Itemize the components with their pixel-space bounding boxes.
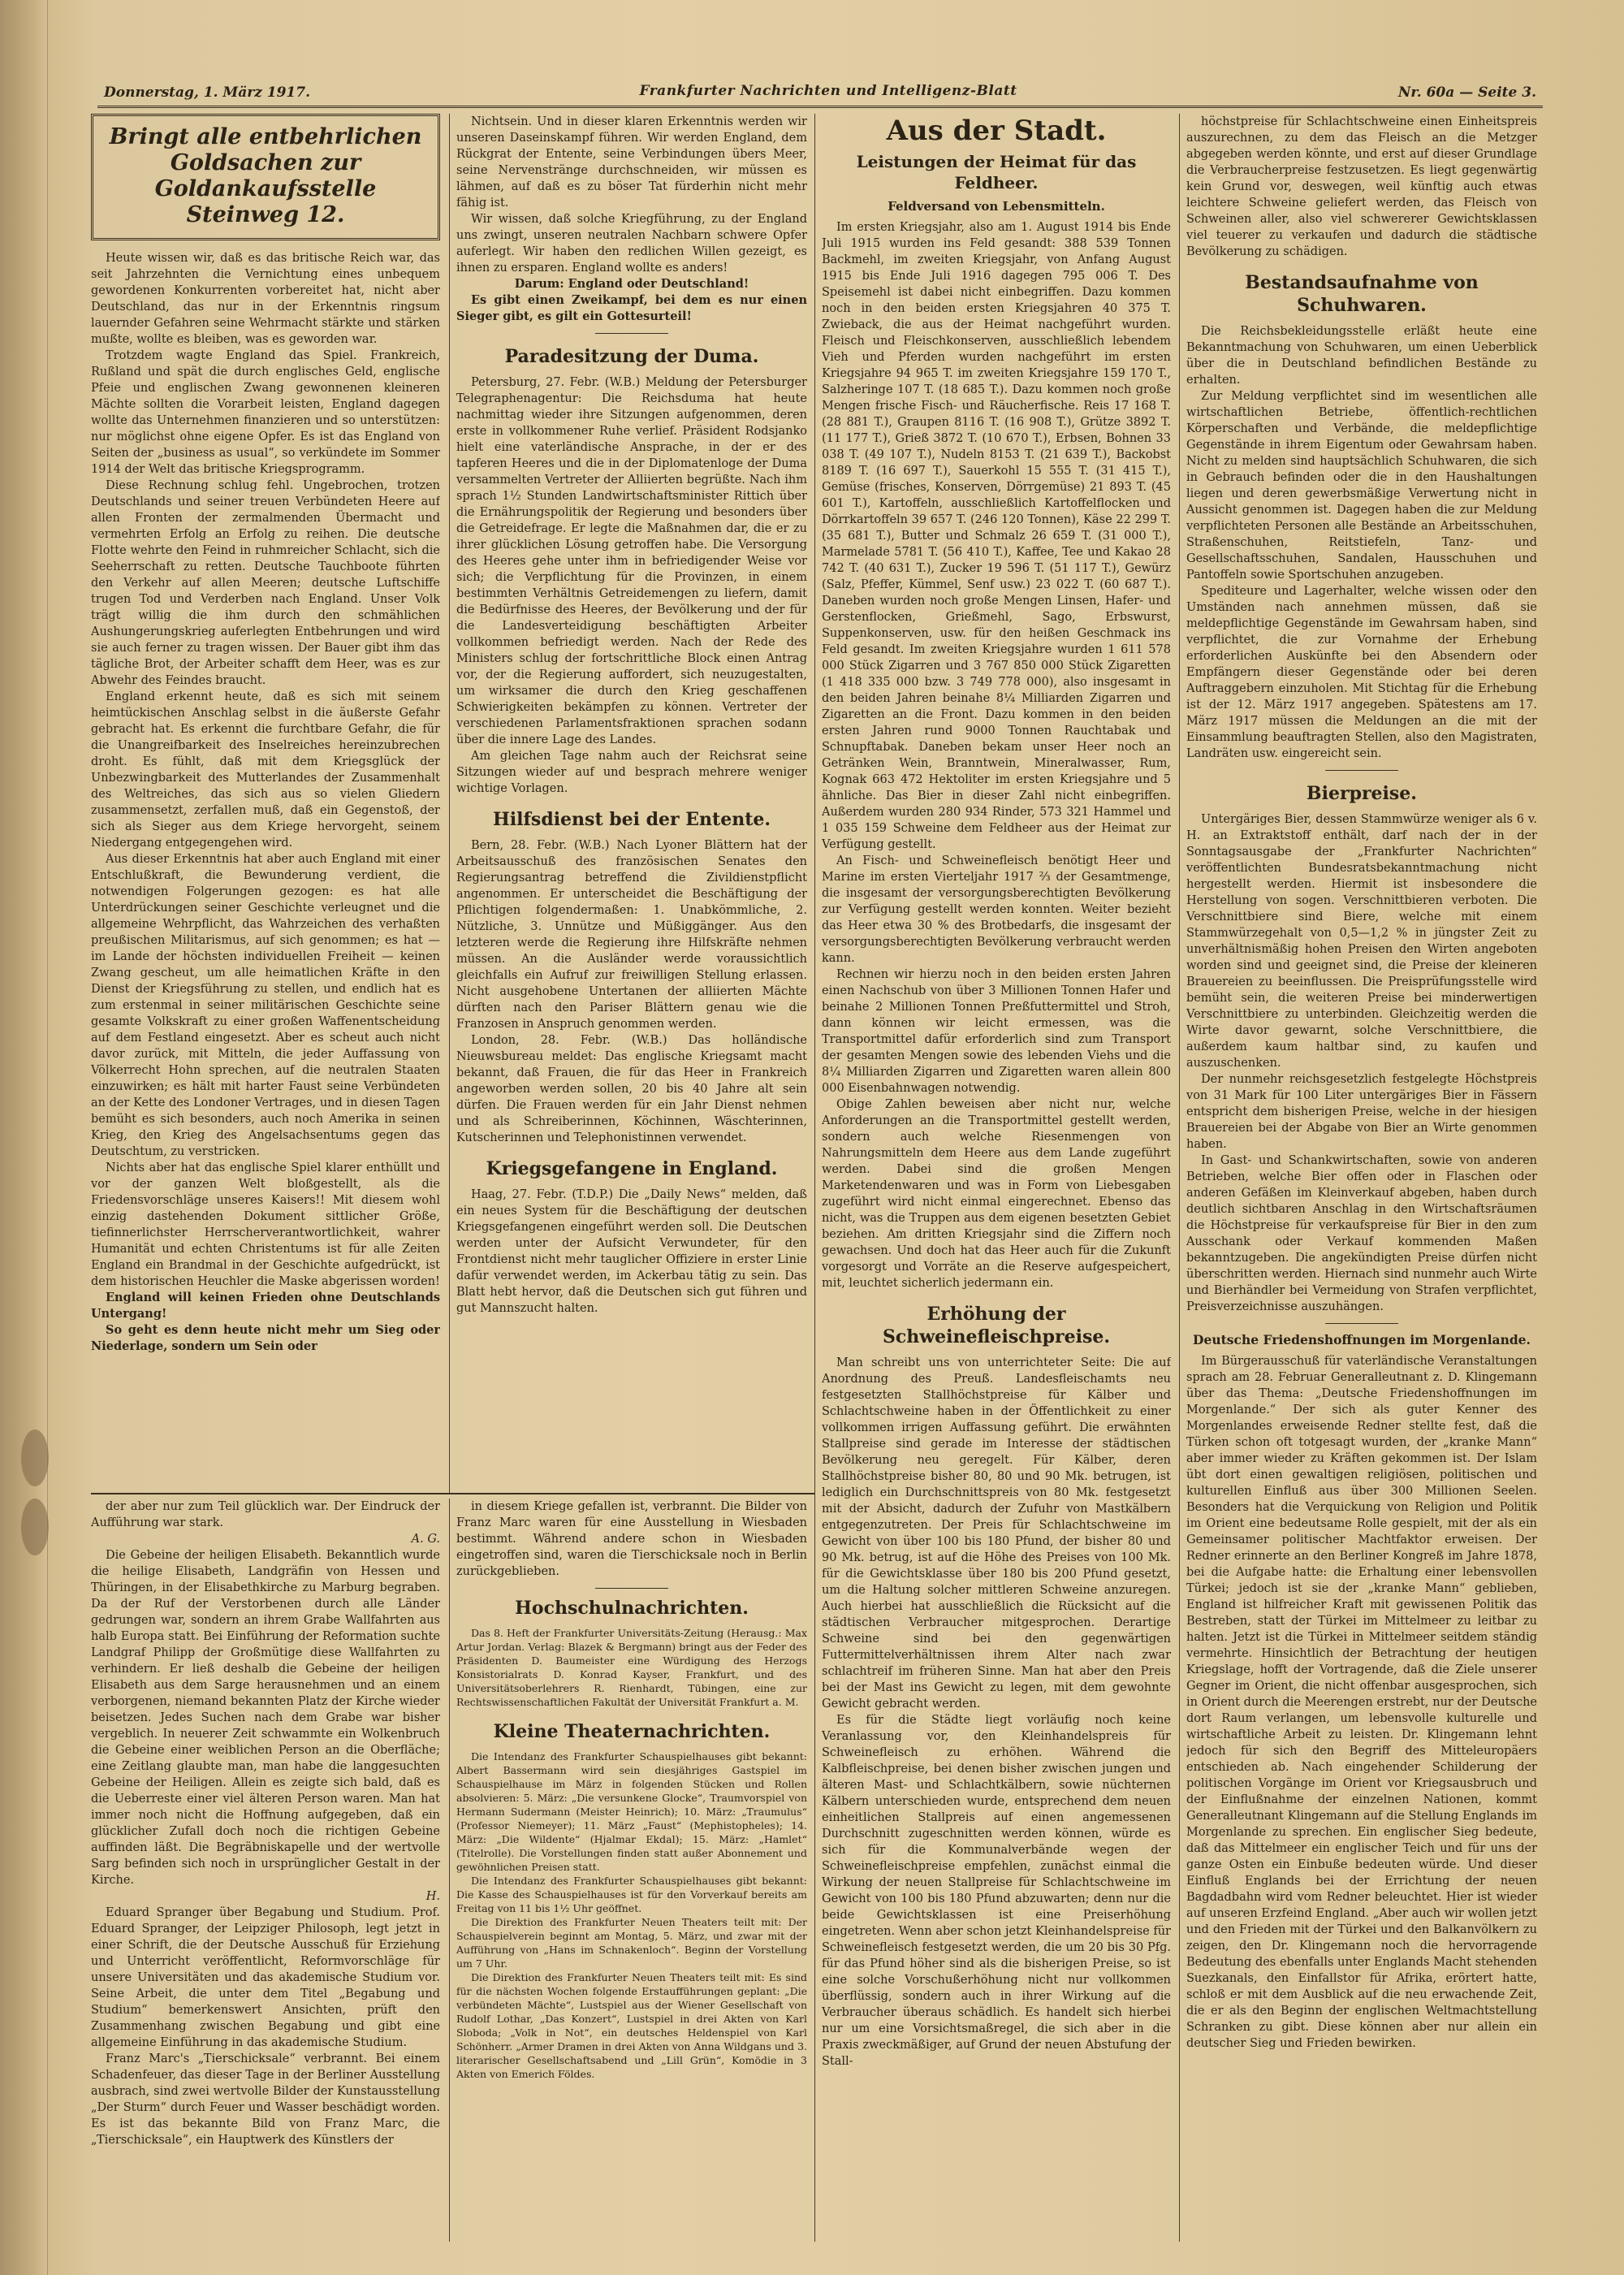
article-paragraph: London, 28. Febr. (W.B.) Das holländische Nieuwsbureau meldet: Das englische Kriegsamt macht bekannt, daß Frauen, die für das Heer in Frankreich angeworben werden sollen, 20 bis 40 Jahre alt sein dürfen. Die Frauen werden für ein Jahr Dienst nehmen und als Schreiberinnen, Köchinnen, Wäschterinnen, Kutscherinnen und Telephonistinnen verwendet.: [456, 1034, 807, 1144]
article-paragraph: Eduard Spranger über Begabung und Studium. Prof. Eduard Spranger, der Leipziger Philosoph, legt jetzt in einer Schrift, die der Deutsche Ausschuß für Erziehung und Unterricht veröffentlicht, Reformvorschläge für unsere Universitäten und das akademische Studium vor. Seine Arbeit, die unter dem Titel „Begabung und Studium“ bemerkenswert Ansichten, prüft den Zusammenhang zwischen Begabung und gibt eine allgemeine Einführung in das akademische Studium.: [91, 1906, 440, 2049]
article-paragraph: Im ersten Kriegsjahr, also am 1. August 1914 bis Ende Juli 1915 wurden ins Feld gesandt: 388 539 Tonnen Backmehl, im zweiten Kriegsjahr, von Anfang August 1915 bis Ende Juli 1916 dagegen 795 006 T. Des Speisemehl ist dabei nicht einbegriffen. Dazu kommen noch in den beiden ersten Kriegsjahren 40 375 T. Zwieback, die aus der Heimat nachgeführt wurden. Fleisch und Fleischkonserven, ausschließlich lebendem Vieh und Pferden wurden nachgeführt im ersten Kriegsjahre 94 965 T. im zweiten Kriegsjahre 159 170 T., Salzheringe 107 T. (18 685 T.). Dazu kommen noch große Mengen frische Fisch- und Räucherfische. Reis 17 168 T. (28 881 T.), Graupen 8116 T. (16 908 T.), Grütze 3892 T. (11 177 T.), Grieß 3872 T. (10 670 T.), Erbsen, Bohnen 33 038 T. (49 107 T.), Nudeln 8153 T. (21 639 T.), Backobst 8189 T. (16 697 T.), Sauerkohl 15 555 T. (31 415 T.), Gemüse (frisches, Konserven, Dörrgemüse) 21 893 T. (45 601 T.), Kartoffeln, ausschließlich Kartoffelflocken und Dörrkartoffeln 39 657 T. (246 120 Tonnen), Käse 22 299 T. (35 681 T.), Butter und Schmalz 26 659 T. (31 000 T.), Marmelade 5781 T. (56 410 T.), Kaffee, Tee und Kakao 28 742 T. (40 631 T.), Zucker 19 596 T. (51 117 T.), Gewürz (Salz, Pfeffer, Kümmel, Senf usw.) 23 022 T. (60 687 T.). Daneben wurden noch große Mengen Linsen, Hafer- und Gerstenflocken, Grießmehl, Sago, Erbswurst, Suppenkonserven, usw. für den heißen Geschmack ins Feld gesandt. Im zweiten Kriegsjahre wurden 1 611 578 000 Stück Zigarren und 3 767 850 000 Stück Zigaretten (1 418 335 000 bzw. 3 749 778 000), also insgesamt in den beiden Jahren beinahe 8¼ Milliarden Zigarren und Zigaretten an die Front. Dazu kommen in den beiden ersten Jahren rund 9000 Tonnen Rauchtabak und Schnupftabak. Daneben bekam unser Heer noch an Getränken Wein, Branntwein, Mineralwasser, Rum, Kognak 663 472 Hektoliter im ersten Kriegsjahre und 5 ähnliche. Das Bier in dieser Zahl nicht einbegriffen. Außerdem wurden 280 934 Rinder, 573 321 Hammel und 1 035 159 Schweine dem Feldheer aus der Heimat zur Verfügung gestellt.: [822, 221, 1171, 851]
friedenshoffnungen-headline: Deutsche Friedenshoffnungen im Morgenlande.: [1193, 1332, 1531, 1347]
article-paragraph: Nichts aber hat das englische Spiel klarer enthüllt und vor der ganzen Welt bloßgestellt, als die Friedensvorschläge unseres Kaisers!! Mit diesem wohl einzig dastehenden Dokument sittlicher Größe, tiefinnerlichster Herrscherverantwortlichkeit, wahrer Humanität und echten Christentums ist für alle Zeiten England ein Brandmal in der Geschichte aufgedrückt, ist dem historischen Heuchler die Maske abgerissen worden!: [91, 1161, 440, 1288]
article-paragraph: England erkennt heute, daß es sich mit seinem heimtückischen Anschlag selbst in die äußerste Gefahr gebracht hat. Es erkennt die furchtbare Gefahr, die für die Unangreifbarkeit des Inselreiches hereinzubrechen droht. Es fühlt, daß mit dem Kriegsglück der Unbezwingbarkeit des Mutterlandes der Zusammenhalt des Weltreiches, das sich aus so vielen Gliedern zusammensetzt, zerfallen muß, daß ein Gegenstoß, der sich als Sieger aus dem Kriege hervorgeht, seinem Niedergang entgegengehen wird.: [91, 690, 440, 850]
kriegsgefangene-headline: Kriegsgefangene in England.: [486, 1158, 778, 1179]
article-paragraph: Man schreibt uns von unterrichteter Seite: Die auf Anordnung des Preuß. Landesfleischamts neu festgesetzten Stallhöchstpreise für Kälber und Schlachtschweine haben in der Öffentlichkeit zu einer vollkommen irrigen Auffassung geführt. Die erwähnten Stallpreise sind gerade im Interesse der städtischen Bevölkerung neu geregelt. Für Kälber, deren Stallhöchstpreise bisher 80, 80 und 90 Mk. betrugen, ist lediglich ein Durchschnittspreis von 80 Mk. festgesetzt mit der Absicht, dadurch der Zufuhr von Mastkälbern entgegenzutreten. Der Preis für Schlachtschweine im Gewicht von über 100 bis 180 Pfund, der bisher 80 und 90 Mk. betrug, ist auf die Höhe des Preises von 100 Mk. für die Gewichtsklasse über 180 bis 200 Pfund gesetzt, um die Haltung solcher mittleren Schweine anzuregen. Auch hierbei hat ausschließlich die Rücksicht auf die städtischen Verbraucher mitgesprochen. Derartige Schweine sind bei den gegenwärtigen Futtermittelverhältnissen ihrem Alter nach zwar schlachtreif im früheren Sinne. Man hat aber den Preis bei der Mast ins Gewicht zu legen, mit dem gewohnte Gewicht gebracht werden.: [822, 1356, 1171, 1711]
column-rule: [449, 1499, 450, 2242]
article-paragraph: Haag, 27. Febr. (T.D.P.) Die „Daily News“ melden, daß ein neues System für die Beschäftigung der deutschen Kriegsgefangenen eingeführt werden soll. Die Deutschen werden unter der Aufsicht Verwundeter, für den Frontdienst nicht mehr tauglicher Offiziere in erster Linie dafür verwendet werden, im Ackerbau tätig zu sein. Das Blatt hebt hervor, daß die Deutschen sich gut führen und gut Mannszucht halten.: [456, 1188, 807, 1315]
article-paragraph: Obige Zahlen beweisen aber nicht nur, welche Anforderungen an die Transportmittel gestellt werden, sondern auch welche Riesenmengen von Nahrungsmitteln dem Heere aus dem Lande zugeführt werden. Dabei sind die großen Mengen Marketendenwaren und was in Form von Liebesgaben zugeführt wird nicht einmal eingerechnet. Ebenso das nicht, was die Truppen aus dem eigenen besetzten Gebiet beziehen. Am dritten Kriegsjahr sind die Ziffern noch gewachsen. Und doch hat das Heer auch für die Zukunft vorgesorgt und Vorräte an die Reserve aufgespeichert, mit, leuchtet sicherlich jedermann ein.: [822, 1098, 1171, 1290]
article-paragraph: An Fisch- und Schweinefleisch benötigt Heer und Marine im ersten Vierteljahr 1917 ⅔ der Gesamtmenge, die insgesamt der versorgungsberechtigten Bevölkerung zur Verfügung gestellt werden konnten. Weiter bezieht das Heer etwa 30 % des Brotbedarfs, die insgesamt der versorgungsberechtigten Bevölkerung verbraucht werden kann.: [822, 854, 1171, 965]
separator-rule: [1325, 770, 1398, 771]
article-paragraph: Bern, 28. Febr. (W.B.) Nach Lyoner Blättern hat der Arbeitsausschuß des französischen Senates den Regierungsantrag betreffend die Zivildienstpflicht angenommen. Er unterscheidet die Beschäftigung der Pflichtigen folgendermaßen: 1. Unabkömmliche, 2. Nützliche, 3. Unnütze und Müßiggänger. Aus den letzteren werde die Regierung ihre Hilfskräfte nehmen müssen. An die Ausländer werde voraussichtlich gleichfalls ein Aufruf zur freiwilligen Stellung erlassen. Nicht ausgehobene Untertanen der alliierten Mächte dürften nach den Pariser Blättern genau wie die Franzosen in Anspruch genommen werden.: [456, 839, 807, 1031]
column-rule: [449, 114, 450, 1494]
section-title: Aus der Stadt.: [886, 115, 1107, 147]
separator-rule: [595, 333, 668, 334]
article-paragraph: Petersburg, 27. Febr. (W.B.) Meldung der Petersburger Telegraphenagentur: Die Reichsduma hat heute nachmittag wieder ihre Sitzungen aufgenommen, deren erste in vollkommener Ruhe verlief. Präsident Rodsjanko hielt eine vaterländische Ansprache, in der er des tapferen Heeres und die in der Diplomatenloge der Duma versammelten Vertreter der Alliierten begrüßte. Nach ihm sprach 1½ Stunden Landwirtschaftsminister Rittich über die Ernährungspolitik der Regierung und besonders über die Getreidefrage. Er legte die Maßnahmen dar, die er zu ihrer glücklichen Lösung getroffen habe. Die Versorgung des Heeres gehe unter ihm in befriedigender Weise vor sich; die Verpflichtung für die Provinzen, in einem bestimmten Verhältnis Getreidemengen zu liefern, damit die Bedürfnisse des Heeres, der Bevölkerung und der für die Landesverteidigung beschäftigten Arbeiter vollkommen befriedigt werden. Nach der Rede des Ministers schlug der fortschrittliche Block einen Antrag vor, der die Regierung auffordert, sich neuzugestalten, um wirksamer die durch den Krieg geschaffenen Schwierigkeiten bekämpfen zu können. Vertreter der verschiedenen Parlamentsfraktionen sprachen sodann über die innere Lage des Landes.: [456, 376, 807, 746]
article-paragraph: Die Reichsbekleidungsstelle erläßt heute eine Bekanntmachung von Schuhwaren, um einen Ueberblick über die in Deutschland befindlichen Bestände zu erhalten.: [1186, 325, 1537, 387]
separator-rule: [1325, 1323, 1398, 1324]
column-1: [91, 114, 440, 1486]
theater-headline: Kleine Theaternachrichten.: [493, 1721, 771, 1742]
article-paragraph: Die Direktion des Frankfurter Neuen Theaters teilt mit: Es sind für die nächsten Wochen folgende Erstaufführungen geplant: „Die verbündeten Mächte“, Lustspiel aus der Wiener Gesellschaft von Rudolf Lothar, „Das Konzert“, Lustspiel in drei Akten von Karl Sloboda; „Volk in Not“, ein deutsches Heldenspiel von Karl Schönherr. „Armer Dramen in drei Akten von Anna Wildgans und 3. literarischer Gesellschaftsabend und „Lill Grün“, Komödie in 3 Akten von Emerich Földes.: [456, 1971, 807, 2080]
article-subheadline: Feldversand von Lebensmitteln.: [888, 199, 1105, 214]
article-paragraph: In Gast- und Schankwirtschaften, sowie von anderen Betrieben, welche Bier offen oder in Flaschen oder anderen Gefäßen im Kleinverkauf abgeben, haben durch deutlich sichtbaren Anschlag in den Wirtschaftsräumen die Höchstpreise für verkaufspreise für Bier in den zum Ausschank oder Verkauf kommenden Maßen bekanntzugeben. Die angekündigten Preise dürfen nicht überschritten werden. Hiernach sind nunmehr auch Wirte und Bierhändler bei Vermeidung von Strafen verpflichtet, Preisverzeichnisse auszuhängen.: [1186, 1154, 1537, 1313]
author-signature: A. G.: [411, 1533, 440, 1546]
page-binding-edge: [0, 0, 48, 2275]
author-signature: H.: [425, 1890, 440, 1903]
article-paragraph: Aus dieser Erkenntnis hat aber auch England mit einer Entschlußkraft, die Bewunderung verdient, die notwendigen Folgerungen gezogen: es hat alle Unterdrückungen seiner Geschichte verleugnet und die allgemeine Wehrpflicht, das Wahrzeichen des verhaßten preußischen Militarismus, auf sich genommen; es hat — im Lande der höchsten individuellen Freiheit — keinen Zwang gescheut, um alle heimatlichen Kräfte in den Dienst der Kriegsführung zu stellen, und endlich hat es zum erstenmal in seiner militärischen Geschichte seine gesamte Volkskraft zu einer großen Waffenentscheidung auf dem Festland eingesetzt. Aber es scheut auch nicht davor zurück, mit Mitteln, die jeder Auffassung von Völkerrecht Hohn sprechen, auf die neutralen Staaten einzuwirken; es hält mit harter Faust seine Verbündeten an der Kette des Londoner Vertrages, und in diesen Tagen bemüht es sich besonders, auch noch Amerika in seinen Krieg, den Krieg des Angelsachsentums gegen das Deutschtum, zu verstricken.: [91, 853, 440, 1158]
binding-hole: [21, 1499, 49, 1555]
article-paragraph: Darum: England oder Deutschland!: [514, 277, 749, 291]
bierpreise-headline: Bierpreise.: [1307, 783, 1417, 804]
masthead-page-number: Nr. 60a — Seite 3.: [1397, 84, 1536, 101]
article-paragraph: Der nunmehr reichsgesetzlich festgelegte Höchstpreis von 31 Mark für 100 Liter untergäriges Bier in Fässern entspricht dem bisherigen Preise, welche in der hiesigen Brauereien bei der Abgabe von Bier an Wirte genommen haben.: [1186, 1073, 1537, 1151]
article-paragraph: Zur Meldung verpflichtet sind im wesentlichen alle wirtschaftlichen Betriebe, öffentlich-rechtlichen Körperschaften und Verbände, die meldepflichtige Gegenstände in ihrem Eigentum oder Gewahrsam haben. Nicht zu melden sind hauptsächlich Schuhwaren, die sich in Gebrauch befinden oder die in den Haushaltungen liegen und deren gewerbsmäßige Verwertung nicht in Aussicht genommen ist. Dagegen haben die zur Meldung verpflichteten Personen alle Bestände an Arbeitsschuhen, Straßenschuhen, Reitstiefeln, Tanz- und Gesellschaftsschuhen, Sandalen, Hausschuhen und Pantoffeln sowie Sportschuhen anzugeben.: [1186, 390, 1537, 582]
section-divider: [91, 1493, 814, 1494]
hochschul-headline: Hochschulnachrichten.: [515, 1598, 749, 1619]
masthead-date: Donnerstag, 1. März 1917.: [104, 84, 310, 101]
column-rule: [814, 114, 815, 2242]
article-paragraph: Im Bürgerausschuß für vaterländische Veranstaltungen sprach am 28. Februar Generalleutnant z. D. Klingemann über das Thema: „Deutsche Friedenshoffnungen im Morgenlande.“ Der sich als guter Kenner des Morgenlandes erweisende Redner stellte fest, daß die Türken schon oft totgesagt wurden, der „kranke Mann“ aber immer wieder zu Kräften gekommen ist. Der Islam übt dort einen gewaltigen religiösen, politischen und kulturellen Einfluß aus über 300 Millionen Seelen. Besonders hat die Verquickung von Religion und Politik im Orient eine bedeutsame Rolle gespielt, mit der als ein Gemeinsamer politischer Machtfaktor erweisen. Der Redner erinnerte an den Berliner Kongreß im Jahre 1878, bei die Aufgabe hatte: die Erhaltung einer lebensvollen Türkei; jedoch ist sie der „kranke Mann“ geblieben, England ist hilfreicher Kraft mit gewissenen Politik das Bestreben, statt der Türkei im Mittelmeer zu leitbar zu halten. Jetzt ist die Türkei in Mittelmeer seitdem ständig vermehrte. Hinsichtlich der Betrachtung der heutigen Kriegslage, hofft der Vortragende, daß die Ziele unserer Gegner im Orient, die nicht offenbar ausgesprochen, sich in Orient durch die Meerengen erstrebt, nur der Deutsche dort Raum verlangen, um lebensvolle kulturelle und wirtschaftliche Arbeit zu leisten. Dr. Klingemann lehnt jedoch für sich den Begriff des Mitteleuropäers entschieden ab. Nach eingehender Schilderung der politischen Vorgänge im Orient vor Kriegsausbruch und der Einflußnahme der einzelnen Nationen, kommt Generalleutnant Klingemann auf die Stellung Englands im Morgenlande zu sprechen. Ein englischer Sieg bedeute, daß das Mittelmeer ein englischer Teich und für uns der ganze Osten ein Einbuße bedeuten würde. Und dieser Einfluß Englands bei der Errichtung der neuen Bagdadbahn wird vom Redner beleuchtet. Hier ist wieder auf unseren Erzfeind England. „Aber auch wir wollen jetzt und den Frieden mit der Türkei und den Balkanvölkern zu zeigen, den Dr. Klingemann noch die hervorragende Bedeutung des ebenfalls unter Englands Macht stehenden Suezkanals, den Einfallstor für Afrika, erörtert hatte, schloß er mit dem Ausblick auf die neu erwachende Zeit, die er als den Beginn der englischen Weltmachtstellung Schranken zu gibt. Diese können aber nur allein ein deutscher Sieg und Frieden bewirken.: [1186, 1355, 1537, 2050]
article-paragraph: Es gibt einen Zweikampf, bei dem es nur einen Sieger gibt, es gilt ein Gottesurteil!: [456, 293, 807, 323]
article-paragraph: Rechnen wir hierzu noch in den beiden ersten Jahren einen Nachschub von über 3 Millionen Tonnen Hafer und beinahe 2 Millionen Tonnen Preßfuttermittel und Stroh, dann können wir leicht ermessen, was die Transportmittel dafür erforderlich sind zum Transport der gesamten Mengen sowie des lebenden Viehs und die 8¼ Milliarden Zigarren und Zigaretten waren allein 800 000 Eisenbahnwagen notwendig.: [822, 968, 1171, 1095]
separator-rule: [595, 1588, 668, 1589]
article-paragraph: Trotzdem wagte England das Spiel. Frankreich, Rußland und spät die durch englisches Geld, englische Pfeie und englischen Zwang gewonnenen kleineren Mächte sollten die Vorarbeit leisten, England dagegen wollte das Unternehmen finanzieren und so unterstützen: nur möglichst ohne eigene Opfer. Es ist das England von Seiten der „business as usual“, so verkündete im Sommer 1914 der Welt das britische Kriegsprogramm.: [91, 349, 440, 476]
column-3: [822, 114, 1171, 2242]
masthead-title: Frankfurter Nachrichten und Intelligenz-Blatt: [639, 83, 1017, 99]
masthead: [97, 81, 1543, 108]
article-paragraph: höchstpreise für Schlachtschweine einen Einheitspreis auszurechnen, zu dem das Fleisch an die Metzger abgegeben werden könnte, und erst auf dieser Grundlage die Verbraucherpreise festzusetzen. Es liegt gegenwärtig kein Grund vor, deswegen, weil künftig auch etwas leichtere Schweine geliefert werden, das Fleisch von Schweinen aller, also viel schwererer Gewichtsklassen viel teuerer zu verkaufen und dadurch die städtische Bevölkerung zu schädigen.: [1186, 115, 1537, 258]
article-paragraph: Am gleichen Tage nahm auch der Reichsrat seine Sitzungen wieder auf und besprach mehrere weniger wichtige Vorlagen.: [456, 750, 807, 795]
article-paragraph: So geht es denn heute nicht mehr um Sieg oder Niederlage, sondern um Sein oder: [91, 1323, 440, 1353]
article-paragraph: Die Gebeine der heiligen Elisabeth. Bekanntlich wurde die heilige Elisabeth, Landgräfin von Hessen und Thüringen, in der Elisabethkirche zu Marburg begraben. Da der Ruf der Verstorbenen durch alle Länder gedrungen war, sondern an ihrem Grabe Wallfahrten aus halb Europa statt. Bei Einführung der Reformation suchte Landgraf Philipp der Großmütige diese Wallfahrten zu verhindern. Er ließ deshalb die Gebeine der heiligen Elisabeth aus dem Sarge herausnehmen und an einem verborgenen, niemand bekannten Platz der Kirche wieder beisetzen. Jedes Suchen nach dem Grabe war bisher vergeblich. In neuerer Zeit schwammte ein Wolkenbruch die Gebeine einer weiblichen Person an die Oberfläche; eine Zeitlang glaubte man, man habe die langgesuchten Gebeine der Heiligen. Allein es zeigte sich bald, daß es die Ueberreste einer viel älteren Person waren. Man hat immer noch nicht die Hoffnung aufgegeben, daß ein glücklicher Zufall doch noch die richtigen Gebeine auffinden läßt. Die Begräbniskapelle und der wertvolle Sarg befinden sich noch in ursprünglicher Gestalt in der Kirche.: [91, 1549, 440, 1887]
feuilleton-column-1: [91, 1499, 440, 2242]
article-paragraph: Heute wissen wir, daß es das britische Reich war, das seit Jahrzehnten die Vernichtung eines unbequem gewordenen Konkurrenten vorbereitet hat, nicht aber Deutschland, das nur in der Erkenntnis ringsum lauernder Gefahren seine Wehrmacht stärkte und stärken mußte, wollte es bleiben, was es geworden war.: [91, 252, 440, 346]
article-paragraph: Spediteure und Lagerhalter, welche wissen oder den Umständen nach annehmen müssen, daß sie meldepflichtige Gegenstände im Gewahrsam haben, sind verpflichtet, die zur Vornahme der Erhebung erforderlichen Auskünfte bei den Absendern oder Empfängern dieser Gegenstände oder bei deren Auftraggebern einzuholen. Mit Stichtag für die Erhebung ist der 12. März 1917 angegeben. Spätestens am 17. März 1917 müssen die Meldungen an die mit der Einsammlung beauftragten Stellen, also den Magistraten, Landräten usw. eingereicht sein.: [1186, 585, 1537, 760]
article-paragraph: Untergäriges Bier, dessen Stammwürze weniger als 6 v. H. an Extraktstoff enthält, darf nach der in der Sonntagsausgabe der „Frankfurter Nachrichten“ veröffentlichten Bundesratsbekanntmachung nicht hergestellt werden. Hiermit ist insbesondere die Herstellung von sogen. Verschnittbieren verboten. Die Verschnittbiere sind Biere, welche mit einem Stammwürzegehalt von 0,5—1,2 % in jüngster Zeit zu unverhältnismäßig hohen Preisen den Wirten angeboten worden sind und geeignet sind, die Preise der kleineren Brauereien zu beeinflussen. Die Preisprüfungsstelle wird bemüht sein, die weiteren Preise bei minderwertigen Verschnittbiere zu unterbinden. Gleichzeitig werden die Wirte davor gewarnt, solche Verschnittbiere, die außerdem kaum haltbar sind, zu kaufen und auszuschenken.: [1186, 813, 1537, 1070]
article-paragraph: in diesem Kriege gefallen ist, verbrannt. Die Bilder von Franz Marc waren für eine Ausstellung in Wiesbaden bestimmt. Während andere schon in Wiesbaden eingetroffen sind, waren die Tierschicksale noch in Berlin zurückgeblieben.: [456, 1500, 807, 1578]
article-paragraph: Die Intendanz des Frankfurter Schauspielhauses gibt bekannt: Die Kasse des Schauspielhauses ist für den Vorverkauf bereits am Freitag von 11 bis 1½ Uhr geöffnet.: [456, 1875, 807, 1914]
duma-headline: Paradesitzung der Duma.: [504, 346, 759, 367]
binding-hole: [21, 1429, 49, 1486]
feuilleton-column-2: [456, 1499, 807, 2242]
article-headline: Leistungen der Heimat für das Feldheer.: [856, 152, 1137, 192]
article-paragraph: Nichtsein. Und in dieser klaren Erkenntnis werden wir unseren Daseinskampf führen. Wir werden England, dem Rückgrat der Entente, seine Verbindungen übers Meer, seine Nervenstränge durchschneiden, wir müssen es lähmen, auf daß es zu böser Tat fürderhin nicht mehr fähig ist.: [456, 115, 807, 210]
article-paragraph: Diese Rechnung schlug fehl. Ungebrochen, trotzen Deutschlands und seiner treuen Verbündeten Heere auf allen Fronten der zermalmenden Übermacht und vermehrten Erfolg an Erfolg zu reihen. Die deutsche Flotte wehrte den Feind in ruhmreicher Schlacht, sich die Seeherrschaft zu retten. Deutsche Tauchboote führten den Verkehr auf allen Meeren; deutsche Luftschiffe trugen Tod und Verderben nach England. Unser Volk trägt willig die ihm durch den schmählichen Aushungerungskrieg auferlegten Entbehrungen und wird sie auch ferner zu tragen wissen. Der Bauer gibt ihm das tägliche Brot, der Arbeiter schafft dem Heer, was es zur Abwehr des Feindes braucht.: [91, 479, 440, 687]
article-paragraph: Das 8. Heft der Frankfurter Universitäts-Zeitung (Herausg.: Max Artur Jordan. Verlag: Blazek & Bergmann) bringt aus der Feder des Präsidenten D. Baumeister eine Würdigung des Herzogs Konsistorialrats D. Konrad Kayser, Frankfurt, und des Universitätsoberlehrers R. Rienhardt, Tübingen, eine zur Rechtswissenschaftlichen Fakultät der Universität Frankfurt a. M.: [456, 1627, 807, 1708]
schuhwaren-headline: Bestandsaufnahme von Schuhwaren.: [1245, 272, 1479, 316]
column-rule: [1179, 114, 1180, 2242]
article-paragraph: Die Intendanz des Frankfurter Schauspielhauses gibt bekannt: Albert Bassermann wird sein diesjähriges Gastspiel im Schauspielhause im März in folgenden Stücken und Rollen absolvieren: 5. März: „Die versunkene Glocke“, Traumvorspiel von Hermann Sudermann (Meister Heinrich); 10. März: „Traumulus“ (Professor Niemeyer); 11. März „Faust“ (Mephistopheles); 14. März: „Die Wildente“ (Hjalmar Ekdal); 15. März: „Hamlet“ (Titelrolle). Die Vorstellungen finden statt außer Abonnement und gewöhnlichen Preisen statt.: [456, 1750, 807, 1873]
article-paragraph: Es für die Städte liegt vorläufig noch keine Veranlassung vor, den Kleinhandelspreis für Schweinefleisch zu erhöhen. Während die Kalbfleischpreise, bei denen bisher zwischen jungen und älteren Mast- und Schlachtkälbern, sowie nüchternen Kälbern unterschieden wurde, entsprechend dem neuen einheitlichen Stallpreis auf einen angemessenen Durchschnitt zugeschnitten werden können, würde es sich für die Kommunalverbände wegen der Schweinefleischpreise empfehlen, zunächst einmal die Wirkung der neuen Stallpreise für Schlachtschweine im Gewicht von 100 bis 180 Pfund abzuwarten; denn nur die beide Gewichtsklassen ist eine Preiserhöhung eingetreten. Wenn aber schon jetzt Kleinhandelspreise für Schweinefleisch festgesetzt werden, die um 20 bis 30 Pfg. für das Pfund höher sind als die bisherigen Preise, so ist eine solche Vorschußerhöhung nicht nur vollkommen überflüssig, sondern auch in ihrer Wirkung auf die Verbraucher überaus schädlich. Es handelt sich hierbei nur um eine Vorsichtsmaßregel, die sich aber in die Praxis zweckmäßiger, auf Grund der neuen Abstufung der Stall-: [822, 1714, 1171, 2068]
hilfsdienst-headline: Hilfsdienst bei der Entente.: [492, 809, 771, 830]
article-paragraph: Franz Marc's „Tierschicksale“ verbrannt. Bei einem Schadenfeuer, das dieser Tage in der Berliner Ausstellung ausbrach, sind zwei wertvolle Bilder der Kunstausstellung „Der Sturm“ durch Feuer und Wasser beschädigt worden. Es ist das bekannte Bild von Franz Marc, die „Tierschicksale“, ein Hauptwerk des Künstlers der: [91, 2052, 440, 2147]
article-paragraph: der aber nur zum Teil glücklich war. Der Eindruck der Aufführung war stark.: [91, 1500, 440, 1529]
article-paragraph: Die Direktion des Frankfurter Neuen Theaters teilt mit: Der Schauspielverein beginnt am Montag, 5. März, und zwar mit der Aufführung von „Hans im Schnakenloch“. Beginn der Vorstellung um 7 Uhr.: [456, 1916, 807, 1970]
schweinefleisch-headline: Erhöhung der Schweinefleischpreise.: [882, 1304, 1111, 1347]
article-paragraph: Wir wissen, daß solche Kriegführung, zu der England uns zwingt, unseren neutralen Nachbarn schwere Opfer auferlegt. Wir haben den redlichen Willen gezeigt, es ihnen zu ersparen. England wollte es anders!: [456, 213, 807, 275]
article-paragraph: England will keinen Frieden ohne Deutschlands Untergang!: [91, 1291, 440, 1321]
gold-collection-ad: Bringt alle entbehrlichen Goldsachen zur Goldankaufsstelle Steinweg 12.: [91, 114, 440, 240]
column-4: [1186, 114, 1537, 2242]
column-2: [456, 114, 807, 1486]
